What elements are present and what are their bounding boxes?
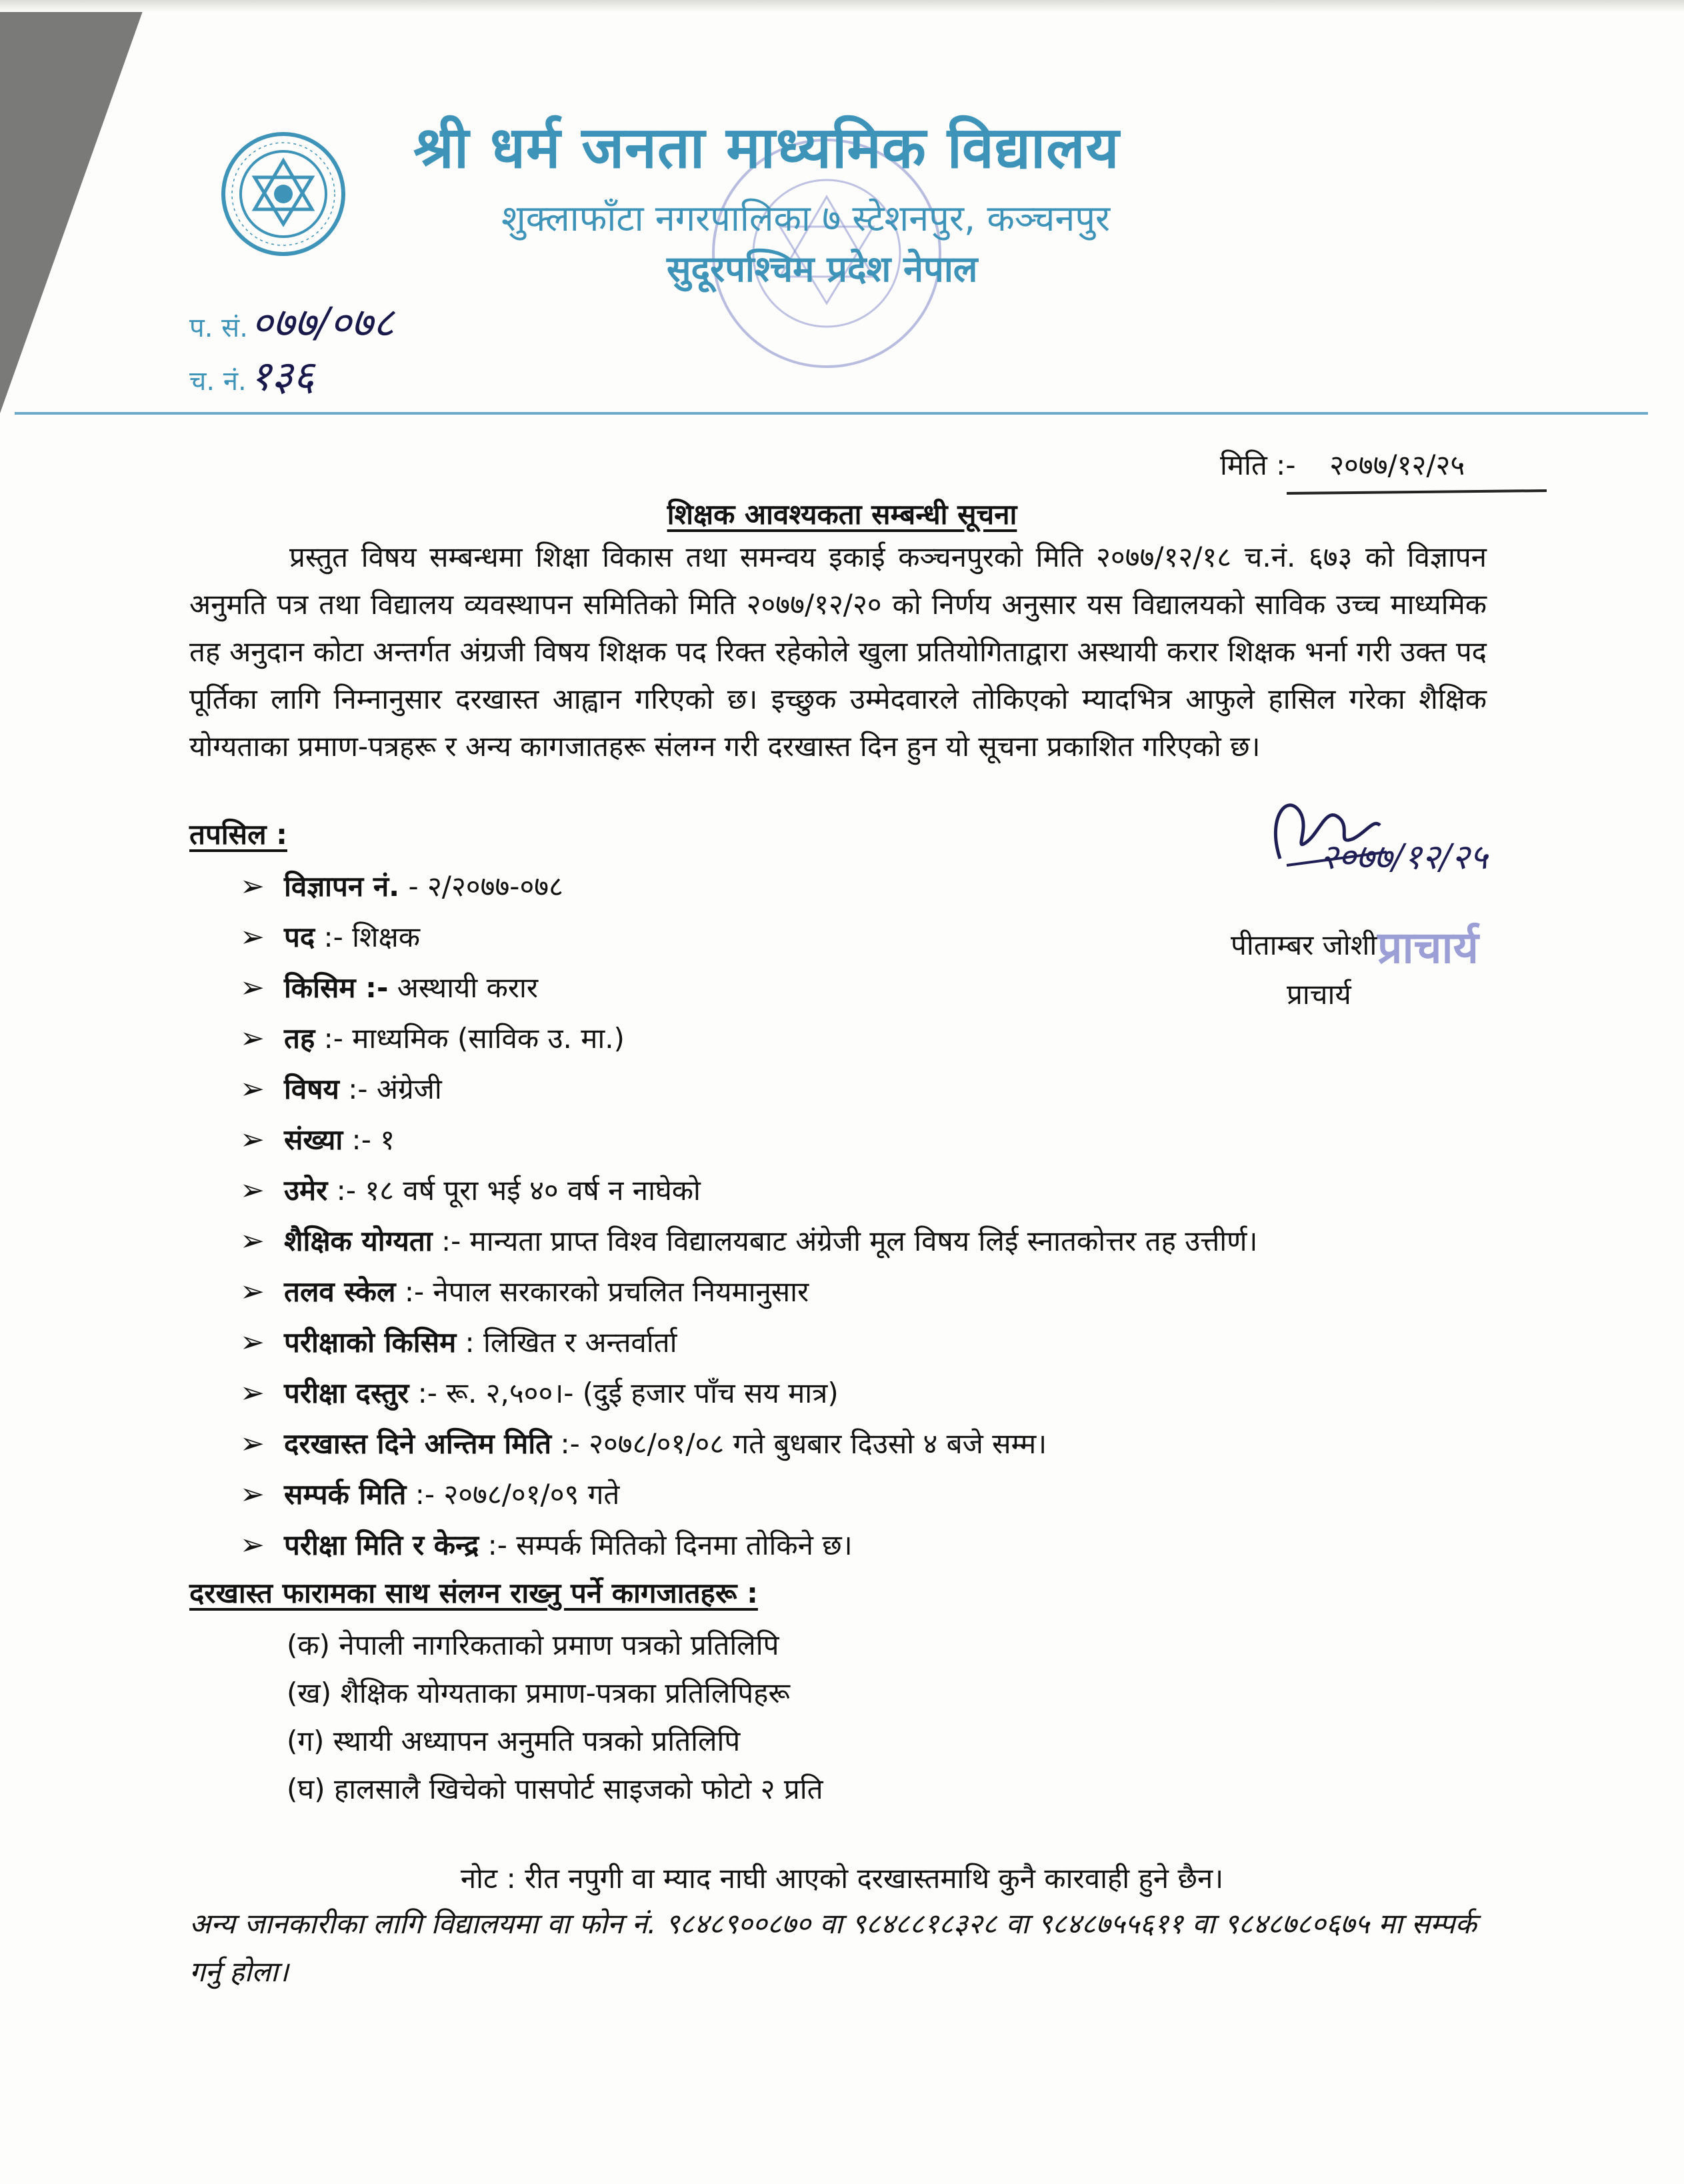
detail-item: ➢ परीक्षा दस्तुर :- रू. २,५००।- (दुई हजार पाँच सय मात्र): [240, 1376, 839, 1410]
arrow-icon: ➢: [240, 1528, 265, 1562]
detail-item: ➢ पद :- शिक्षक: [240, 920, 420, 954]
notice-title: शिक्षक आवश्यकता सम्बन्धी सूचना: [667, 498, 1017, 531]
detail-item: ➢ शैक्षिक योग्यता :- मान्यता प्राप्त विश्व विद्यालयबाट अंग्रेजी मूल विषय लिई स्नातकोत्तर तह उत्तीर्ण।: [240, 1224, 1258, 1258]
arrow-icon: ➢: [240, 1427, 265, 1461]
signatory-name: पीताम्बर जोशी: [1231, 929, 1377, 961]
school-name: श्री धर्म जनता माध्यमिक विद्यालय: [413, 115, 1120, 181]
arrow-icon: ➢: [240, 1477, 265, 1511]
school-province: सुदूरपश्चिम प्रदेश नेपाल: [667, 248, 978, 290]
school-address: शुक्लाफाँटा नगरपालिका ७ स्टेशनपुर, कञ्चनपुर: [501, 197, 1111, 239]
notice-note: नोट : रीत नपुगी वा म्याद नाघी आएको दरखास्तमाथि कुनै कारवाही हुने छैन।: [460, 1862, 1224, 1895]
signature-date: २०७७/१२/२५: [1320, 837, 1488, 877]
arrow-icon: ➢: [240, 920, 265, 954]
school-emblem-icon: [220, 131, 347, 257]
detail-item: ➢ परीक्षाको किसिम : लिखित र अन्तर्वार्ता: [240, 1325, 677, 1359]
contact-info: अन्य जानकारीका लागि विद्यालयमा वा फोन नं. ९८४८९००८७० वा ९८४८८१८३२८ वा ९८४८७५५६११ वा ९८४८७८०६७५ मा सम्पर्क गर्नु होला।: [189, 1907, 1477, 1988]
date-label: मिति :-: [1220, 449, 1296, 481]
detail-item: ➢ उमेर :- १८ वर्ष पूरा भई ४० वर्ष न नाघेको: [240, 1173, 701, 1207]
scan-shadow: [0, 0, 147, 413]
arrow-icon: ➢: [240, 1021, 265, 1055]
date-underline: [1287, 489, 1547, 495]
arrow-icon: ➢: [240, 971, 265, 1005]
dispatch-number: [189, 347, 315, 403]
arrow-icon: ➢: [240, 869, 265, 903]
detail-item: ➢ विषय :- अंग्रेजी: [240, 1072, 442, 1106]
detail-item: ➢ तलव स्केल :- नेपाल सरकारको प्रचलित नियमानुसार: [240, 1275, 809, 1309]
arrow-icon: ➢: [240, 1224, 265, 1258]
dispatch-value: १३६: [249, 351, 315, 400]
arrow-icon: ➢: [240, 1325, 265, 1359]
notice-date: [1220, 445, 1465, 483]
arrow-icon: ➢: [240, 1072, 265, 1106]
document-item: (ख) शैक्षिक योग्यताका प्रमाण-पत्रका प्रतिलिपिहरू: [287, 1677, 791, 1709]
reference-label: प. सं.: [189, 313, 248, 343]
detail-item: ➢ तह :- माध्यमिक (साविक उ. मा.): [240, 1021, 625, 1055]
arrow-icon: ➢: [240, 1275, 265, 1309]
detail-item: ➢ दरखास्त दिने अन्तिम मिति :- २०७८/०१/०८ गते बुधबार दिउसो ४ बजे सम्म।: [240, 1427, 1047, 1461]
detail-item: ➢ संख्या :- १: [240, 1123, 395, 1157]
arrow-icon: ➢: [240, 1173, 265, 1207]
arrow-icon: ➢: [240, 1376, 265, 1410]
detail-item: ➢ किसिम :- अस्थायी करार: [240, 971, 539, 1005]
document-item: (ग) स्थायी अध्यापन अनुमति पत्रको प्रतिलिपि: [287, 1725, 741, 1757]
notice-body: प्रस्तुत विषय सम्बन्धमा शिक्षा विकास तथा समन्वय इकाई कञ्चनपुरको मिति २०७७/१२/१८ च.नं. ६७३ को विज्ञापन अनुमति पत्र तथा विद्यालय व्यवस्थापन समितिको मिति २०७७/१२/२० को निर्णय अनुसार यस विद्यालयको साविक उच्च माध्यमिक तह अनुदान कोटा अन्तर्गत अंग्रजी विषय शिक्षक पद रिक्त रहेकोले खुला प्रतियोगिताद्वारा अस्थायी करार शिक्षक भर्ना गरी उक्त पद पूर्तिका लागि निम्नानुसार दरखास्त आह्वान गरिएको छ। इच्छुक उम्मेदवारले तोकिएको म्यादभित्र आफुले हासिल गरेका शैक्षिक योग्यताका प्रमाण-पत्रहरू र अन्य कागजातहरू संलग्न गरी दरखास्त दिन हुन यो सूचना प्रकाशित गरिएको छ।: [189, 541, 1487, 763]
date-value: २०७७/१२/२५: [1329, 449, 1465, 481]
reference-number: [189, 293, 394, 349]
details-heading: तपसिल :: [189, 818, 287, 851]
detail-item: ➢ सम्पर्क मिति :- २०७८/०१/०९ गते: [240, 1477, 620, 1511]
scan-top-edge: [0, 0, 1684, 12]
arrow-icon: ➢: [240, 1123, 265, 1157]
reference-value: ०७७/०७८: [251, 298, 395, 347]
document-item: (घ) हालसालै खिचेको पासपोर्ट साइजको फोटो २ प्रति: [287, 1773, 823, 1805]
dispatch-label: च. नं.: [189, 366, 247, 397]
detail-item: ➢ परीक्षा मिति र केन्द्र :- सम्पर्क मितिको दिनमा तोकिने छ।: [240, 1528, 853, 1562]
detail-item: ➢ विज्ञापन नं. - २/२०७७-०७८: [240, 869, 563, 903]
document-item: (क) नेपाली नागरिकताको प्रमाण पत्रको प्रतिलिपि: [287, 1629, 779, 1661]
signatory-title: प्राचार्य: [1287, 978, 1351, 1011]
letterhead-divider: [15, 412, 1648, 415]
documents-heading: दरखास्त फारामका साथ संलग्न राख्नु पर्ने कागजातहरू :: [189, 1577, 758, 1609]
principal-stamp: प्राचार्य: [1377, 922, 1479, 973]
